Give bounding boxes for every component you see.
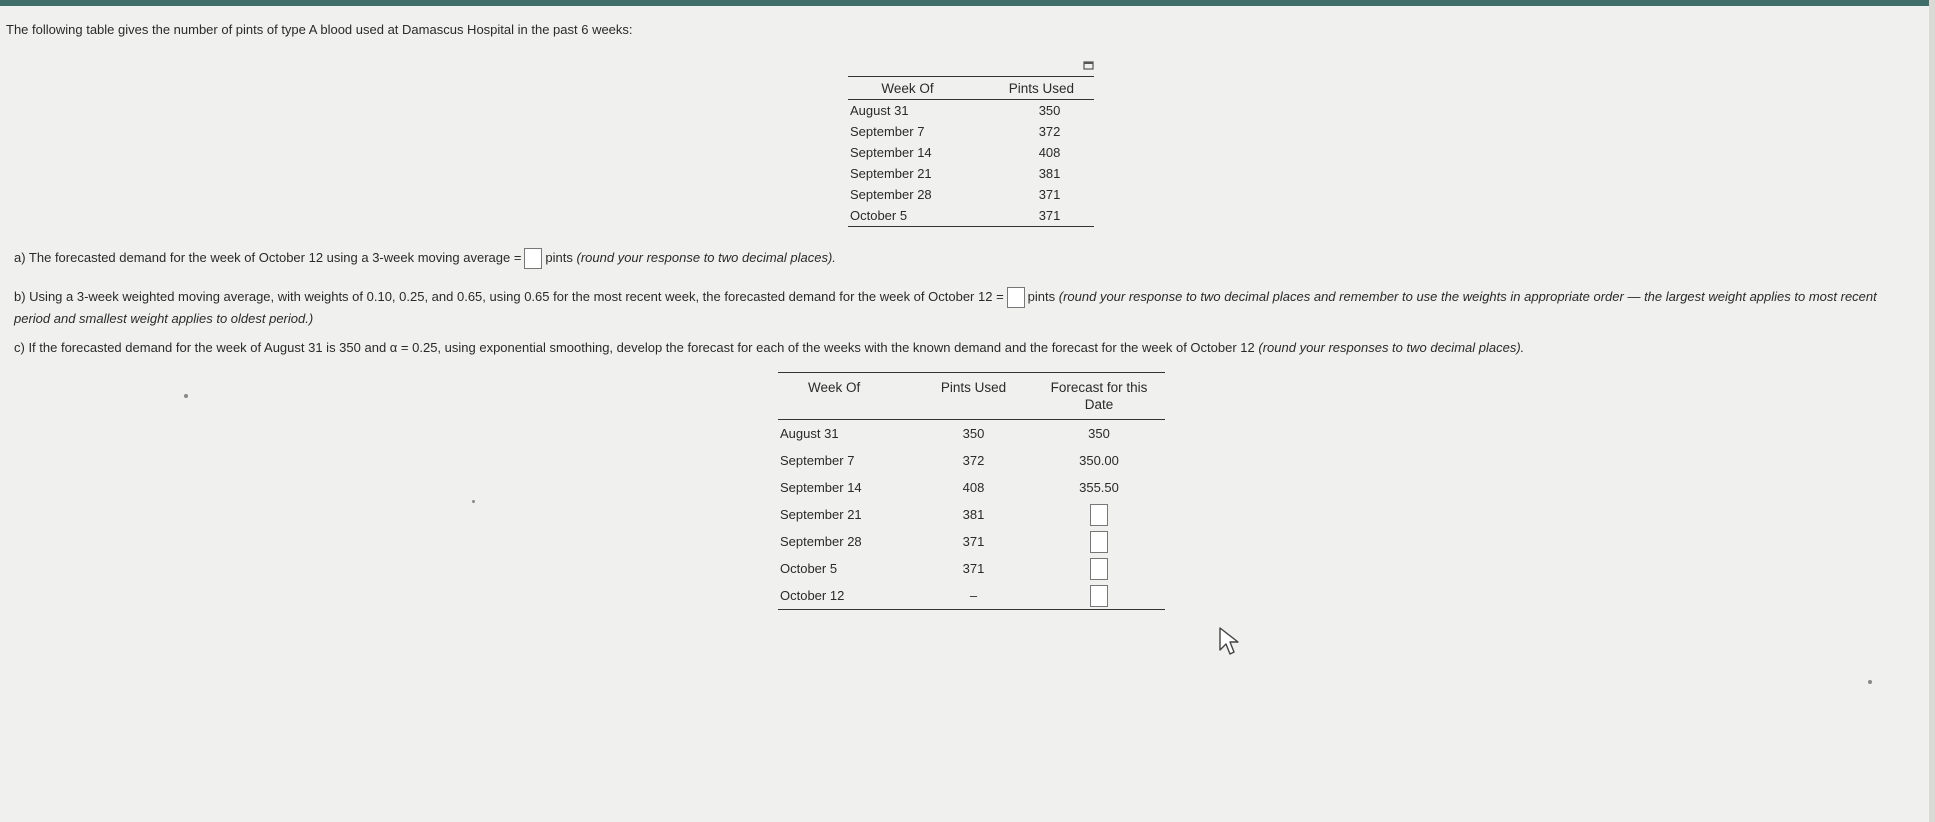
pints-cell: 372 xyxy=(962,453,985,468)
forecast-cell: 350 xyxy=(1088,426,1110,441)
col-header-pints-used: Pints Used xyxy=(967,77,1094,100)
week-cell: October 5 xyxy=(780,561,838,576)
question-a xyxy=(14,248,836,269)
table-row xyxy=(778,474,1165,501)
question-c-text: c) If the forecasted demand for the week of August 31 is 350 and α = 0.25, using exponential smoothing, develop the forecast for each of the weeks with the known demand and the forecast for the week of October 12 xyxy=(14,340,1255,355)
question-a-hint: (round your response to two decimal places). xyxy=(576,249,836,265)
pints-cell: 372 xyxy=(1038,124,1061,139)
pints-cell: 371 xyxy=(962,534,985,549)
pints-cell: 381 xyxy=(962,507,985,522)
table-row xyxy=(778,582,1165,610)
week-cell: September 7 xyxy=(850,124,925,139)
week-cell: September 21 xyxy=(850,166,932,181)
week-cell: September 28 xyxy=(850,187,932,202)
question-b xyxy=(14,286,1914,330)
top-bar xyxy=(0,0,1935,6)
pints-cell: 381 xyxy=(1038,166,1061,181)
forecast-cell: 350.00 xyxy=(1079,453,1119,468)
forecast-cell: 355.50 xyxy=(1079,480,1119,495)
week-cell: September 28 xyxy=(780,534,862,549)
answer-a-input[interactable] xyxy=(524,248,542,269)
right-edge xyxy=(1929,0,1935,822)
question-c-hint: (round your responses to two decimal places). xyxy=(1258,340,1525,355)
forecast-cell xyxy=(1033,528,1165,555)
table-row xyxy=(848,121,1094,142)
forecast-cell xyxy=(1033,555,1165,582)
pints-cell: 371 xyxy=(1038,187,1061,202)
table-row xyxy=(848,184,1094,205)
question-b-text: b) Using a 3-week weighted moving average, with weights of 0.10, 0.25, and 0.65, using 0.65 for the most recent week, the forecasted demand for the week of October 12 = xyxy=(14,289,1004,304)
question-b-hint: (round your response to two decimal places and remember to use the weights in appropriate order — the largest weight applies to most recent period and smallest weight applies to oldest period.) xyxy=(14,289,1877,327)
table-row xyxy=(848,142,1094,163)
week-cell: September 14 xyxy=(850,145,932,160)
forecast-input-oct12[interactable] xyxy=(1090,585,1108,607)
copy-data-icon[interactable] xyxy=(1083,58,1095,76)
question-b-unit: pints xyxy=(1027,289,1056,304)
table-row xyxy=(848,163,1094,184)
week-cell: October 5 xyxy=(850,208,908,223)
pints-cell: 350 xyxy=(962,426,985,441)
week-cell: August 31 xyxy=(850,103,909,118)
screen-speck xyxy=(1868,680,1872,684)
forecast-cell xyxy=(1033,501,1165,528)
blood-usage-table xyxy=(848,76,1094,227)
table-row xyxy=(778,420,1165,448)
pints-cell: 350 xyxy=(1038,103,1061,118)
pints-cell: 371 xyxy=(962,561,985,576)
table-row xyxy=(778,447,1165,474)
question-c xyxy=(14,340,1524,355)
col-header-pints-used: Pints Used xyxy=(914,373,1033,420)
week-cell: September 14 xyxy=(780,480,862,495)
week-cell: October 12 xyxy=(780,588,845,603)
table-row xyxy=(778,555,1165,582)
col-header-week-of: Week Of xyxy=(848,77,967,100)
col-header-forecast: Forecast for this Date xyxy=(1033,373,1165,420)
pints-cell: 408 xyxy=(1038,145,1061,160)
week-cell: August 31 xyxy=(780,426,839,441)
week-cell: September 21 xyxy=(780,507,862,522)
intro-text: The following table gives the number of pints of type A blood used at Damascus Hospital in the past 6 weeks: xyxy=(6,22,633,37)
pints-cell: 371 xyxy=(1038,208,1061,223)
screen-speck xyxy=(472,500,475,503)
col-header-week-of: Week Of xyxy=(778,373,914,420)
pints-cell: – xyxy=(969,588,978,603)
table-row xyxy=(848,205,1094,227)
forecast-input-sep28[interactable] xyxy=(1090,531,1108,553)
table-row xyxy=(778,528,1165,555)
answer-b-input[interactable] xyxy=(1007,287,1025,308)
exponential-smoothing-table xyxy=(778,372,1165,610)
forecast-input-oct5[interactable] xyxy=(1090,558,1108,580)
table-row xyxy=(848,100,1094,122)
question-a-text: a) The forecasted demand for the week of October 12 using a 3-week moving average = xyxy=(14,249,522,265)
mouse-pointer-icon xyxy=(1218,626,1242,663)
question-a-unit: pints xyxy=(545,249,573,265)
forecast-cell xyxy=(1033,582,1165,610)
forecast-input-sep21[interactable] xyxy=(1090,504,1108,526)
week-cell: September 7 xyxy=(780,453,855,468)
screen-speck xyxy=(184,394,188,398)
pints-cell: 408 xyxy=(962,480,985,495)
table-row xyxy=(778,501,1165,528)
